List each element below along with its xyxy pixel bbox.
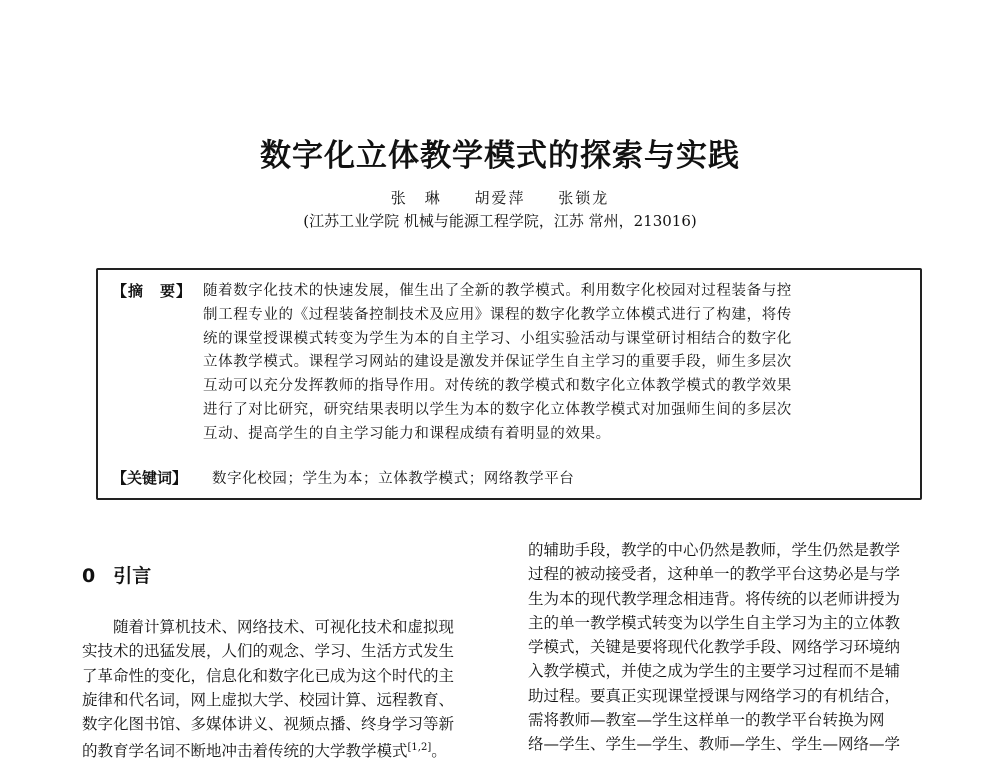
body-line: 助过程。要真正实现课堂授课与网络学习的有机结合， (528, 686, 901, 705)
abstract-line: 互动可以充分发挥教师的指导作用。对传统的教学模式和数字化立体教学模式的教学效果 (203, 378, 792, 395)
abstract-line: 制工程专业的《过程装备控制技术及应用》课程的数字化教学立体模式进行了构建，将传 (203, 306, 792, 323)
abstract-line: 进行了对比研究，研究结果表明以学生为本的数字化立体教学模式对加强师生间的多层次 (203, 401, 792, 418)
abstract-label: 【摘 要】 (112, 282, 193, 300)
author-name: 张 琳 (390, 189, 442, 207)
body-line: 旋律和代名词，网上虚拟大学、校园计算、远程教育、 (82, 690, 455, 709)
left-column (82, 615, 492, 760)
right-column (528, 538, 938, 757)
body-line: 络—学生、学生—学生、教师—学生、学生—网络—学 (528, 735, 901, 754)
body-line: 实技术的迅猛发展，人们的观念、学习、生活方式发生 (82, 642, 455, 661)
body-line: 需将教师—教室—学生这样单一的教学平台转换为网 (528, 711, 885, 730)
abstract-text (203, 280, 903, 447)
section-heading (82, 561, 151, 588)
paper-title: 数字化立体教学模式的探索与实践 (260, 138, 740, 174)
body-line: 数字化图书馆、多媒体讲义、视频点播、终身学习等新 (82, 715, 455, 734)
author-name: 张锁龙 (558, 189, 610, 207)
abstract-line: 随着数字化技术的快速发展，催生出了全新的教学模式。利用数字化校园对过程装备与控 (203, 283, 792, 299)
citation-ref: [1,2] (407, 742, 432, 754)
author-list (0, 187, 1000, 208)
body-text: 的教育学名词不断地冲击着传统的大学教学模式 (82, 742, 408, 760)
section-title: 引言 (113, 565, 152, 587)
body-line: 学模式，关键是要将现代化教学手段、网络学习环境纳 (528, 638, 901, 657)
body-line-with-citation (82, 736, 492, 760)
body-line: 随着计算机技术、网络技术、可视化技术和虚拟现 (113, 618, 455, 636)
body-line: 入教学模式，并使之成为学生的主要学习过程而不是辅 (528, 662, 901, 681)
keywords-label: 【关键词】 (112, 469, 188, 487)
section-number: 0 (82, 565, 96, 587)
body-line: 过程的被动接受者，这种单一的教学平台这势必是与学 (528, 565, 901, 584)
body-line: 了革命性的变化，信息化和数字化已成为这个时代的主 (82, 666, 455, 685)
keywords-text: 数字化校园；学生为本；立体教学模式；网络教学平台 (212, 471, 575, 487)
body-line: 的辅助手段，教学的中心仍然是教师，学生仍然是教学 (528, 541, 901, 559)
author-name: 胡爱萍 (474, 189, 526, 207)
abstract-line: 互动、提高学生的自主学习能力和课程成绩有着明显的效果。 (203, 425, 611, 442)
body-text: 。 (431, 742, 447, 760)
author-affiliation: (江苏工业学院 机械与能源工程学院，江苏 常州，213016) (303, 212, 697, 230)
body-line: 主的单一教学模式转变为以学生自主学习为主的立体教 (528, 613, 901, 632)
body-line: 生为本的现代教学理念相违背。将传统的以老师讲授为 (528, 589, 901, 608)
abstract-line: 统的课堂授课模式转变为学生为本的自主学习、小组实验活动与课堂研讨相结合的数字化 (203, 330, 792, 347)
abstract-line: 立体教学模式。课程学习网站的建设是激发并保证学生自主学习的重要手段，师生多层次 (203, 354, 792, 371)
